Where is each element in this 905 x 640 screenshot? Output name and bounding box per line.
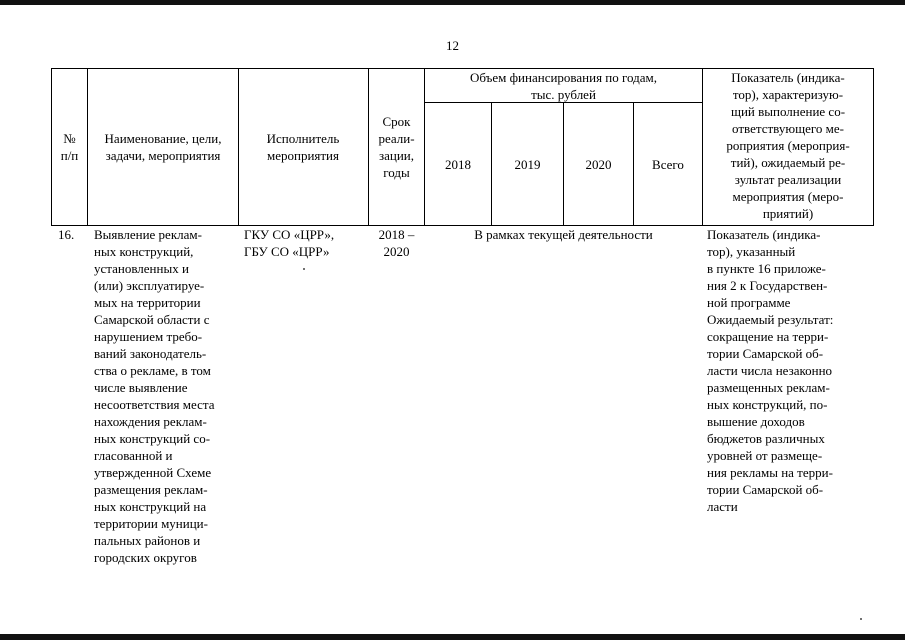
row-financing: В рамках текущей деятельности xyxy=(474,227,653,242)
header-year-2019: 2019 xyxy=(514,156,541,172)
scan-top-edge xyxy=(0,0,905,5)
header-name: Наименование, цели, задачи, мероприятия xyxy=(104,131,222,163)
header-indicator: Показатель (индика- тор), характеризую- щий выполнение со- ответствующего ме- роприятия (мероприя- тий), ожидаемый ре- зультат реализации мероприятия (меро- приятий) xyxy=(726,70,850,221)
table-right-border xyxy=(873,68,874,226)
header-num: № п/п xyxy=(60,131,79,163)
scan-speck xyxy=(860,618,862,620)
column-divider-2 xyxy=(238,68,239,226)
header-year-2018: 2018 xyxy=(445,156,471,172)
row-indicator: Показатель (индика- тор), указанный в пункте 16 приложе- ния 2 к Государствен- ной программе Ожидаемый результат: сокращение на терри- тории Самарской об- ласти числа незаконно размещенных реклам- ных конструкций, по- вышение доходов бюджетов различных уровней от размеще- ния рекламы на терри- тории Самарской об- ласти xyxy=(707,227,834,514)
row-term: 2018 – 2020 xyxy=(378,227,415,259)
scan-speck xyxy=(303,268,305,270)
header-term: Срок реали- зации, годы xyxy=(378,114,415,180)
page-number: 12 xyxy=(446,38,459,53)
row-executor: ГКУ СО «ЦРР», ГБУ СО «ЦРР» xyxy=(244,227,335,259)
header-executor: Исполнитель мероприятия xyxy=(266,131,340,163)
column-divider-1 xyxy=(87,68,88,226)
header-total: Всего xyxy=(652,156,684,172)
header-year-2020: 2020 xyxy=(585,156,612,172)
header-financing: Объем финансирования по годам, тыс. рублей xyxy=(469,70,658,102)
row-num: 16. xyxy=(58,227,75,242)
scan-bottom-edge xyxy=(0,634,905,640)
row-name: Выявление реклам- ных конструкций, установленных и (или) эксплуатируе- мых на территории Самарской области с нарушением требо- ваний законодатель- ства о рекламе, в том числе выявление несоответствия места нахождения реклам- ных конструкций со- гласованной и утвержденной Схеме размещения реклам- ных конструкций на территории муници- пальных районов и городских округов xyxy=(94,227,215,565)
